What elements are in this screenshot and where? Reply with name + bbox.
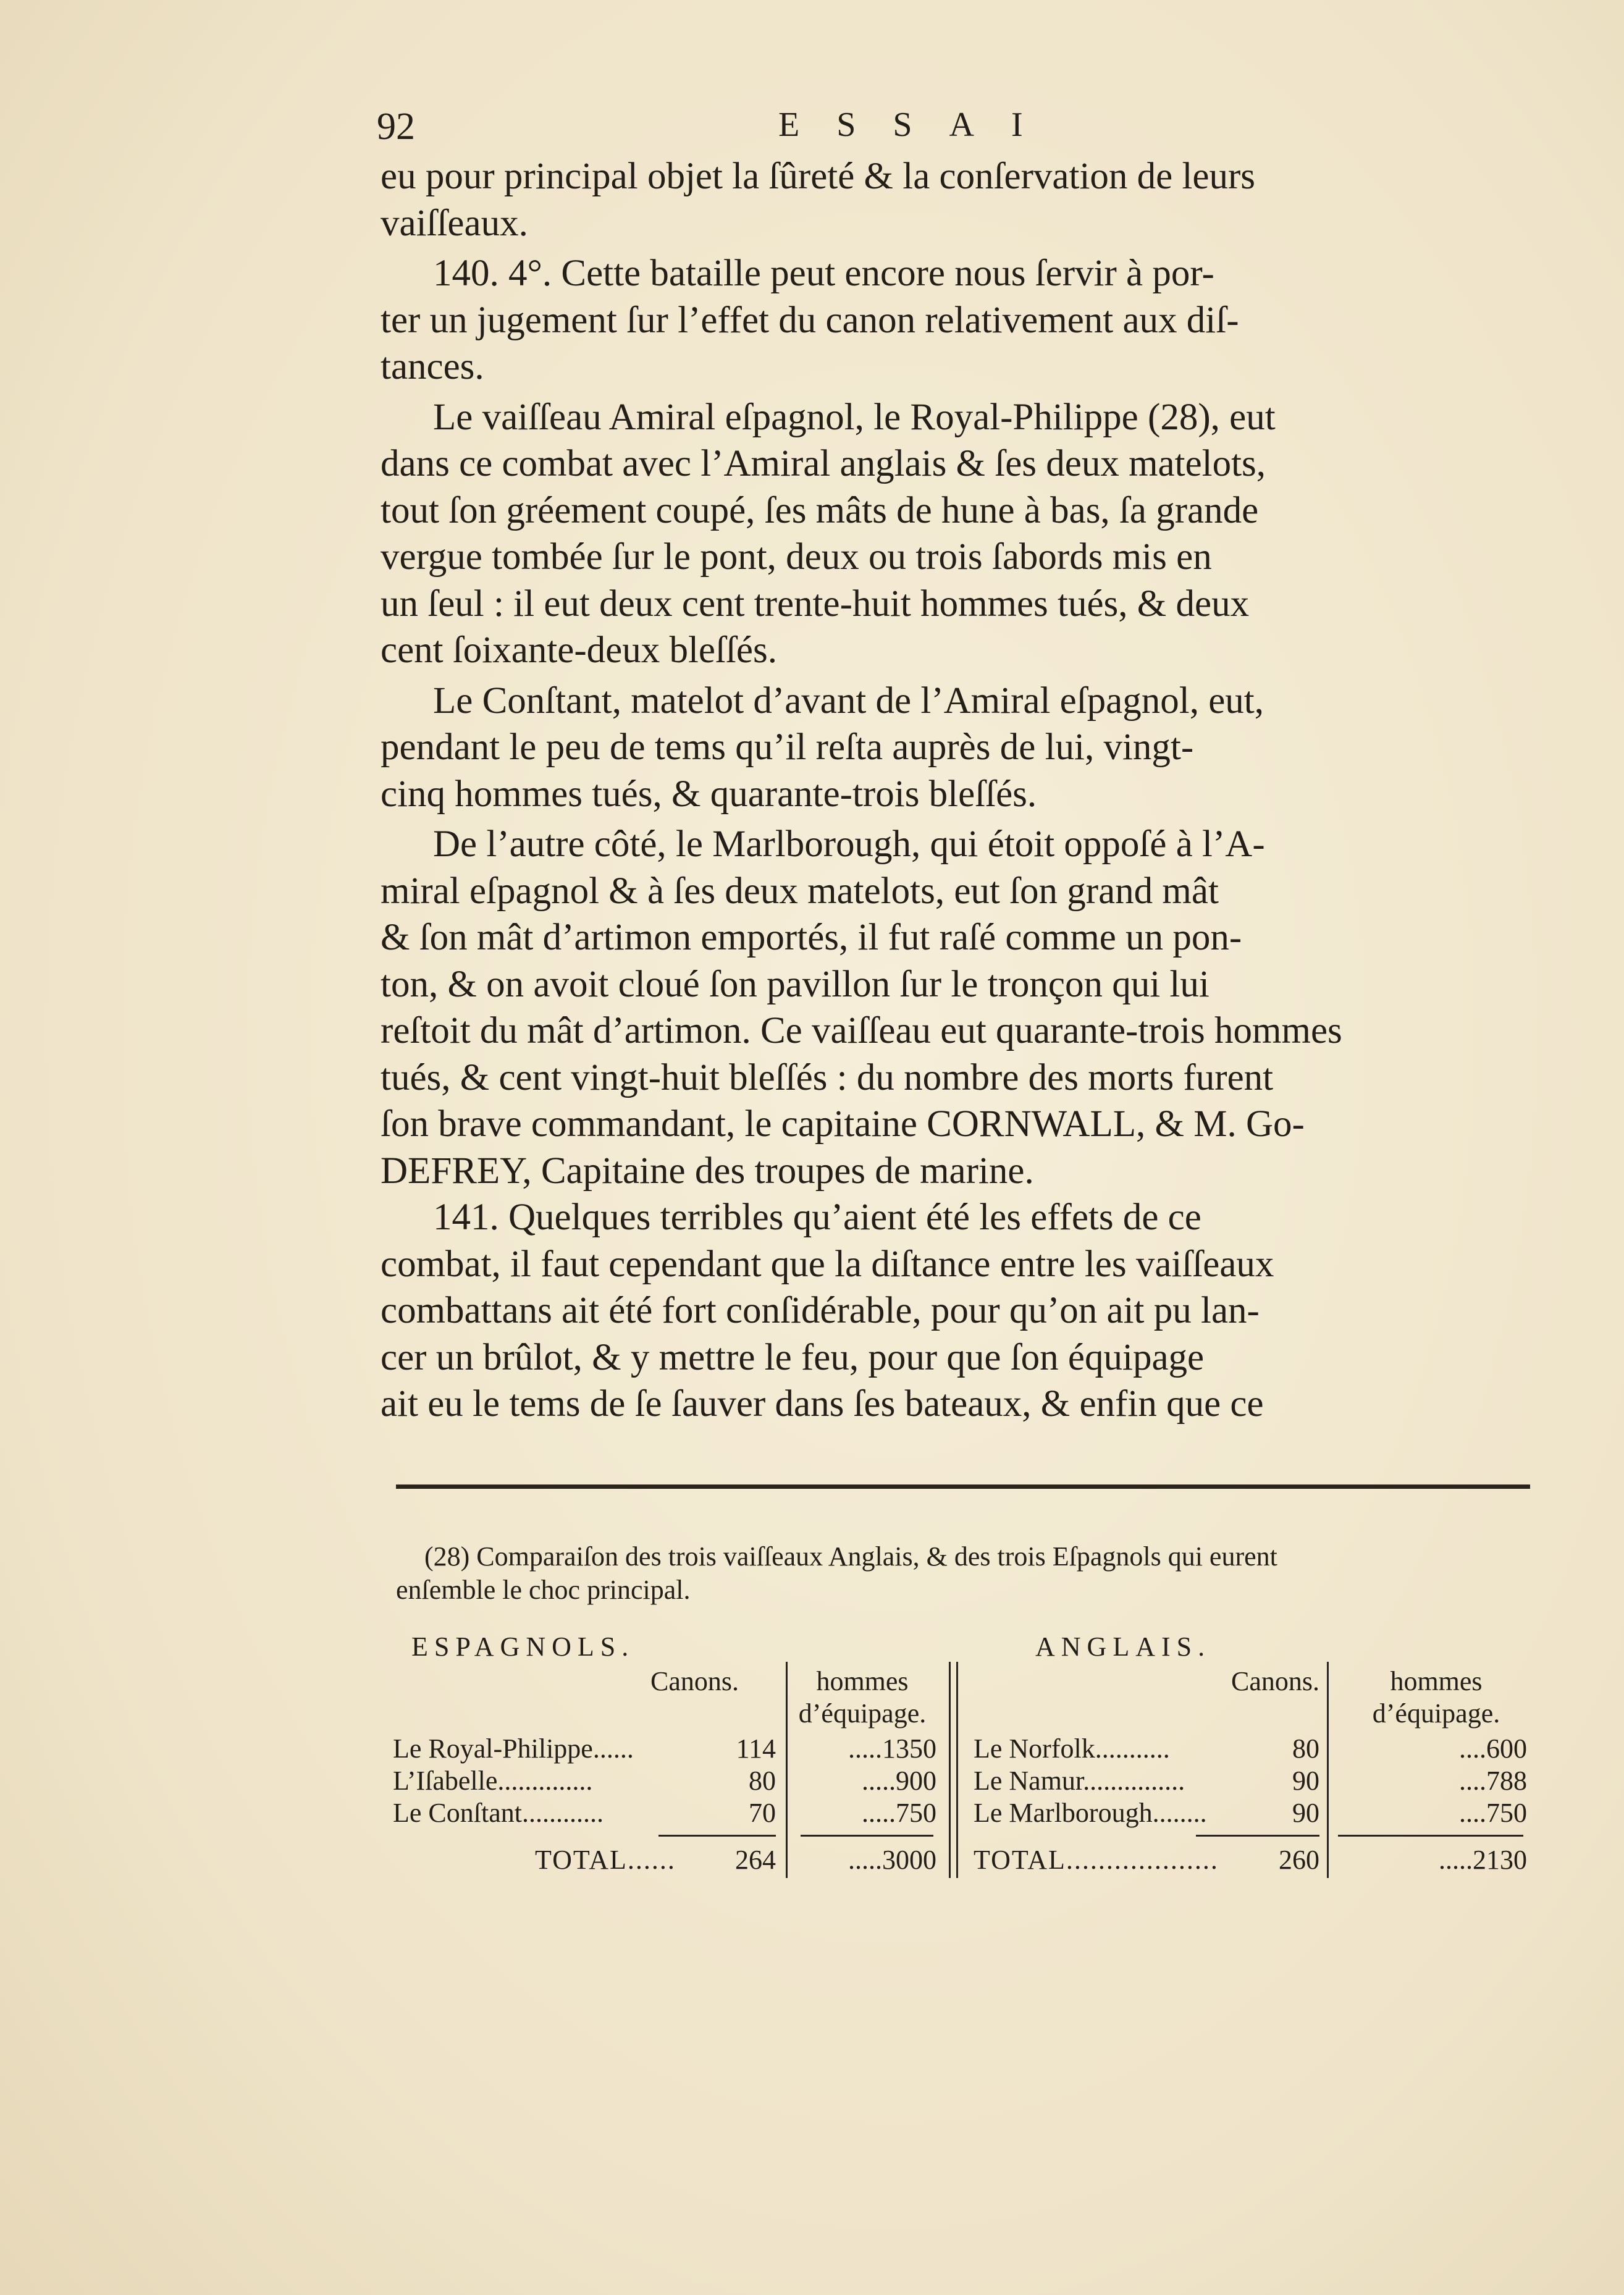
english-canons-header: Canons. (1231, 1666, 1319, 1696)
text-line: pendant le peu de tems qu’il reſta auprès de lui, vingt- (381, 726, 1194, 768)
page-header (377, 105, 1550, 154)
text-line: 140. 4°. Cette bataille peut encore nous ſervir à por- (433, 253, 1214, 294)
text-line: Le vaiſſeau Amiral eſpagnol, le Royal-Philippe (28), eut (433, 396, 1276, 438)
paragraph-140 (381, 250, 1543, 390)
spanish-crew-header: hommes (816, 1666, 909, 1696)
text-line: combat, il faut cependant que la diſtance entre les vaiſſeaux (381, 1243, 1274, 1285)
text-line: 141. Quelques terribles qu’aient été les effets de ce (433, 1197, 1201, 1238)
text-line: ſon brave commandant, le capitaine CORNWALL, & M. Go- (381, 1103, 1305, 1145)
text-line: tout ſon gréement coupé, ſes mâts de hune à bas, ſa grande (381, 489, 1259, 531)
table-row: Le Royal-Philippe...... 114 (393, 1733, 776, 1764)
text-line: miral eſpagnol & à ſes deux matelots, eut ſon grand mât (381, 870, 1219, 912)
text-line: vaiſſeaux. (381, 202, 528, 244)
table-row: Le Conſtant............ 70 (393, 1798, 776, 1828)
text-line: cinq hommes tués, & quarante-trois bleſſés. (381, 773, 1037, 815)
table-row: L’Iſabelle.............. 80 (393, 1766, 776, 1796)
text-line: vergue tombée ſur le pont, deux ou trois ſabords mis en (381, 536, 1212, 578)
spanish-crew-col: .....1350 .....900 .....750 (848, 1733, 936, 1828)
spanish-rows (393, 1733, 776, 1829)
text-line: Le Conſtant, matelot d’avant de l’Amiral eſpagnol, eut, (433, 680, 1264, 722)
footnote (396, 1540, 1542, 1607)
english-total: TOTAL................... 260 (974, 1845, 1319, 1875)
english-crew-header: hommes (1390, 1666, 1483, 1696)
text-line: ait eu le tems de ſe ſauver dans ſes bateaux, & enfin que ce (381, 1383, 1264, 1425)
paragraph (381, 394, 1543, 674)
page-number: 92 (377, 106, 415, 148)
table-row: Le Namur............... 90 (974, 1766, 1319, 1796)
spanish-crew-header: d’équipage. (798, 1698, 927, 1729)
text-line: De l’autre côté, le Marlborough, qui étoit oppoſé à l’A- (433, 823, 1265, 865)
text-line: & ſon mât d’artimon emportés, il fut raſé comme un pon- (381, 917, 1242, 958)
paragraph (381, 678, 1543, 818)
spanish-heading: ESPAGNOLS. (411, 1632, 635, 1662)
english-total-crew: .....2130 (1439, 1845, 1527, 1875)
table-row: Le Marlborough........ 90 (974, 1798, 1319, 1828)
text-line: ton, & on avoit cloué ſon pavillon ſur le tronçon qui lui (381, 963, 1210, 1005)
paragraph (381, 821, 1543, 1194)
text-line: ter un jugement ſur l’effet du canon relativement aux diſ- (381, 299, 1239, 341)
spanish-total-crew: .....3000 (848, 1845, 936, 1875)
text-line: tances. (381, 346, 484, 387)
text-line: cer un brûlot, & y mettre le feu, pour que ſon équipage (381, 1336, 1205, 1378)
footnote-line: (28) Comparaiſon des trois vaiſſeaux Anglais, & des trois Eſpagnols qui eurent (424, 1541, 1277, 1572)
text-line: dans ce combat avec l’Amiral anglais & ſes deux matelots, (381, 443, 1266, 484)
main-text (381, 153, 1543, 1428)
english-rows (974, 1733, 1319, 1829)
text-line: cent ſoixante-deux bleſſés. (381, 630, 777, 671)
spanish-canons-header: Canons. (650, 1666, 739, 1696)
paragraph-141 (381, 1194, 1543, 1428)
spanish-total: TOTAL...... 264 (535, 1845, 776, 1875)
text-line: reſtoit du mât d’artimon. Ce vaiſſeau eut quarante-trois hommes (381, 1010, 1342, 1051)
english-heading: ANGLAIS. (1035, 1632, 1211, 1662)
table-row: Le Norfolk........... 80 (974, 1733, 1319, 1764)
text-line: un ſeul : il eut deux cent trente-huit hommes tués, & deux (381, 583, 1250, 625)
english-crew-col: ....600 ....788 ....750 (1459, 1733, 1527, 1828)
english-crew-header: d’équipage. (1372, 1698, 1500, 1729)
fleet-comparison-table (393, 1631, 1543, 1890)
footnote-rule (396, 1484, 1530, 1489)
running-title: ESSAI (778, 106, 1060, 144)
text-line: eu pour principal objet la ſûreté & la conſervation de leurs (381, 156, 1256, 197)
footnote-line: enſemble le choc principal. (396, 1575, 691, 1605)
text-line: combattans ait été fort conſidérable, pour qu’on ait pu lan- (381, 1290, 1260, 1331)
text-line: DEFREY, Capitaine des troupes de marine. (381, 1150, 1034, 1192)
text-line: tués, & cent vingt-huit bleſſés : du nombre des morts furent (381, 1056, 1274, 1098)
paragraph (381, 153, 1543, 246)
